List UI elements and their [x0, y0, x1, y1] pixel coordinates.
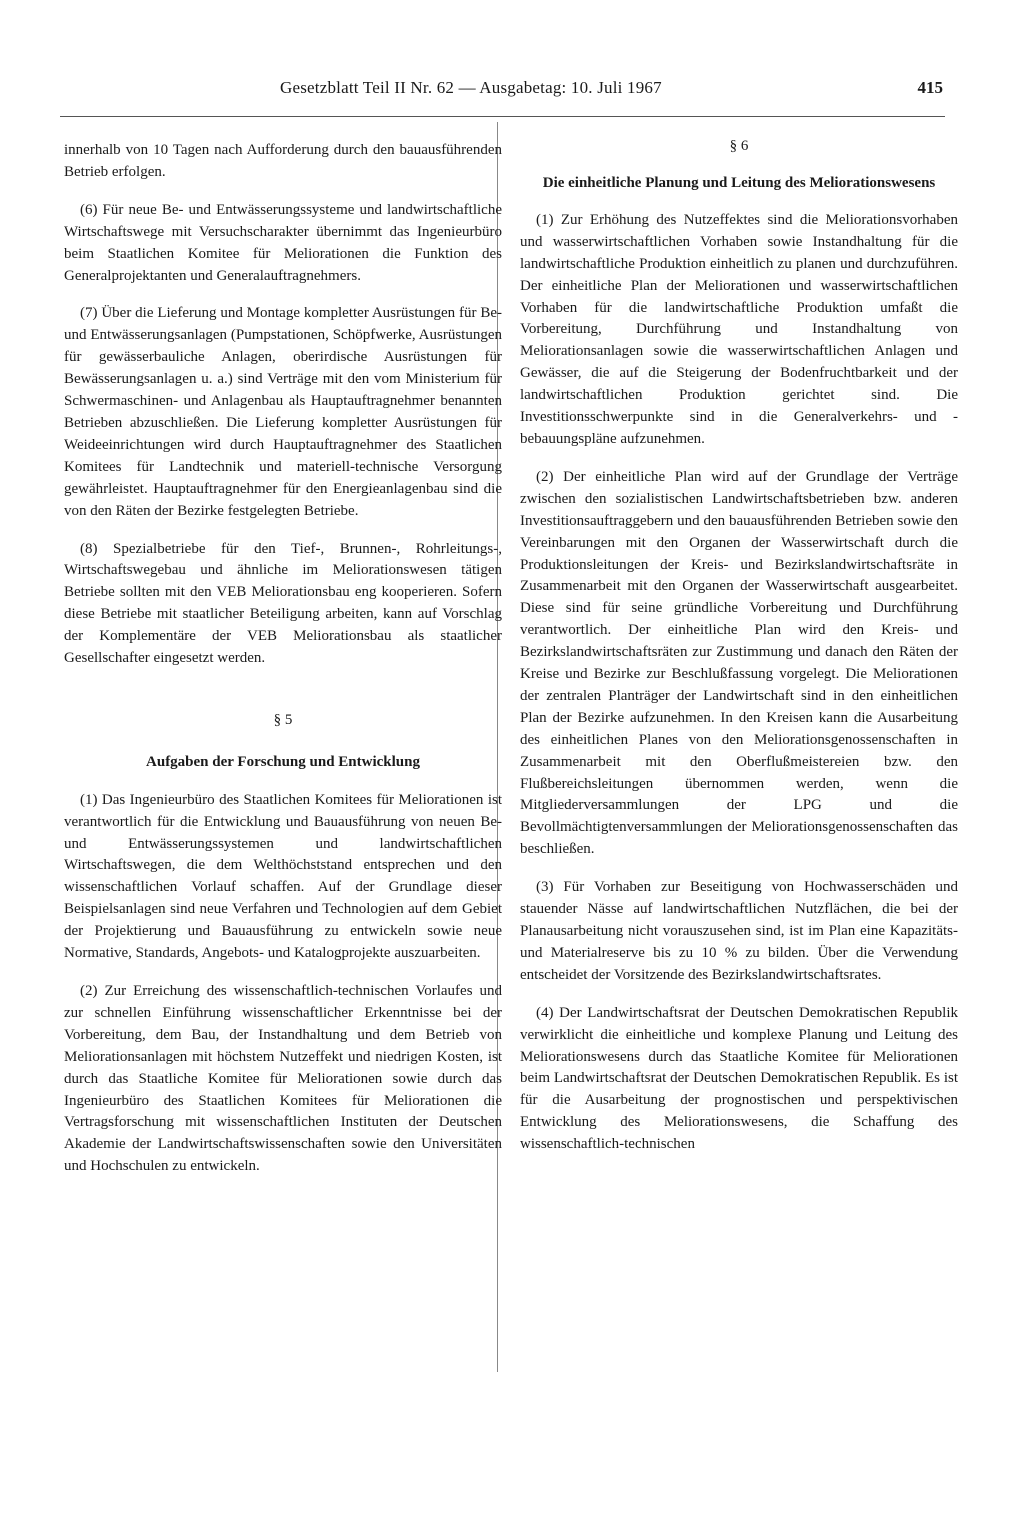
section-6-paragraph-1: (1) Zur Erhöhung des Nutzeffektes sind die Meliorationsvorhaben und wasserwirtschaftlichen Vorhaben sowie Instandhaltung für die landwirtschaftliche Produktion einheitlich zu planen und durchzuführen. Der einheitliche Plan der Meliorationen und wasserwirtschaftlichen Vorhaben für die landwirtschaftliche Produktion umfaßt die Vorbereitung, Durchführung und Instandhaltung von Meliorationsanlagen sowie die wasserwirtschaftlichen Anlagen und Gewässer, die auf die Steigerung der Bodenfruchtbarkeit und der landwirtschaftlichen Produktion gerichtet sind. Die Investitionsschwerpunkte sind in die Generalverkehrs- und -bebauungspläne aufzunehmen.: [520, 211, 958, 447]
page-number: 415: [917, 78, 943, 97]
continuation-paragraph: innerhalb von 10 Tagen nach Aufforderung durch den bauausführenden Betrieb erfolgen.: [64, 142, 502, 180]
left-column: [64, 140, 502, 1178]
right-column: [520, 136, 958, 1156]
section-6-paragraph-2: (2) Der einheitliche Plan wird auf der Grundlage der Verträge zwischen den sozialistischen Landwirtschaftsbetrieben bzw. anderen Investitionsauftraggebern und den bauausführenden Betrieben sowie den Vereinbarungen mit den Organen der Wasserwirtschaft durch die Produktionsleitungen der Kreis- und Bezirkslandwirtschaftsräte in Zusammenarbeit mit den Organen der Wasserwirtschaft ausgearbeitet. Diese sind für seine gründliche Vorbereitung und Durchführung verantwortlich. Der einheitliche Plan wird den Kreis- und Bezirkslandwirtschaftsräten zur Zustimmung und danach den Räten der Kreise und Bezirke zur Beschlußfassung vorgelegt. Die Meliorationen der zentralen Planträger der Landwirtschaft sind in den einheitlichen Plan der Bezirke aufzunehmen. In den Kreisen kann die Ausarbeitung des einheitlichen Planes von den Meliorationsgenossenschaften in Zusammenarbeit mit den Oberflußmeistereien bzw. den Flußbereichsleitungen übernommen werden, wenn die Mitgliederversammlungen der LPG und die Bevollmächtigtenversammlungen der Meliorationsgenossenschaften das beschließen.: [520, 468, 958, 858]
paragraph-8: (8) Spezialbetriebe für den Tief-, Brunnen-, Rohrleitungs-, Wirtschaftswegebau und ähnliche im Meliorationswesen tätigen Betriebe sollten mit den VEB Meliorationsbau eng kooperieren. Sofern diese Betriebe mit staatlicher Beteiligung arbeiten, kann auf Vorschlag der Komplementäre der VEB Meliorationsbau als staatlicher Gesellschafter eingesetzt werden.: [64, 540, 502, 667]
section-6-title: Die einheitliche Planung und Leitung des Meliorationswesens: [542, 174, 936, 191]
section-5-title: Aufgaben der Forschung und Entwicklung: [146, 753, 420, 770]
header-title: Gesetzblatt Teil II Nr. 62 — Ausgabetag: 10. Juli 1967: [280, 78, 662, 97]
section-5-number: § 5: [273, 711, 293, 728]
section-6-number: § 6: [729, 138, 749, 154]
header-rule: [60, 116, 945, 117]
paragraph-6: (6) Für neue Be- und Entwässerungssysteme und landwirtschaftliche Wirtschaftswege mit Versuchscharakter übernimmt das Ingenieurbüro beim Staatlichen Komitee für Meliorationen die Funktion des Generalprojektanten und Generalauftragnehmers.: [64, 201, 502, 284]
section-5-paragraph-2: (2) Zur Erreichung des wissenschaftlich-technischen Vorlaufes und zur schnellen Einführung wissenschaftlicher Erkenntnisse bei der Vorbereitung, dem Bau, der Instandhaltung und dem Betrieb von Meliorationsanlagen mit höchstem Nutzeffekt und niedrigen Kosten, ist durch das Staatliche Komitee für Meliorationen sowie durch das Ingenieurbüro des Staatlichen Komitees für Meliorationen die Vertragsforschung mit wissenschaftlichen Instituten der Deutschen Akademie der Landwirtschaftswissenschaften sowie den Universitäten und Hochschulen zu entwickeln.: [64, 983, 502, 1175]
section-6-paragraph-3: (3) Für Vorhaben zur Beseitigung von Hochwasserschäden und stauender Nässe auf landwirtschaftlichen Nutzflächen, die bei der Planausarbeitung nicht vorauszusehen sind, ist im Plan eine Kapazitäts- und Materialreserve bis zu 10 % zu bilden. Über die Verwendung entscheidet der Vorsitzende des Bezirkslandwirtschaftsrates.: [520, 879, 958, 983]
paragraph-7: (7) Über die Lieferung und Montage kompletter Ausrüstungen für Be- und Entwässerungsanlagen (Pumpstationen, Schöpfwerke, Ausrüstungen für gewässerbauliche Anlagen, oberirdische Ausrüstungen für Bewässerungsanlagen u. a.) sind Verträge mit den vom Ministerium für Schwermaschinen- und Anlagenbau als Hauptauftragnehmer benannten Betrieben abzuschließen. Die Lieferung kompletter Ausrüstungen für Weideeinrichtungen wird durch Hauptauftragnehmer des Staatlichen Komitees für Landtechnik und materiell-technische Versorgung gewährleistet. Hauptauftragnehmer für den Energieanlagenbau sind die von den Räten der Bezirke festgelegten Betriebe.: [64, 305, 502, 519]
section-6-paragraph-4: (4) Der Landwirtschaftsrat der Deutschen Demokratischen Republik verwirklicht die einheitliche und komplexe Planung und Leitung des Meliorationswesens durch das Staatliche Komitee für Meliorationen beim Landwirtschaftsrat der Deutschen Demokratischen Republik. Es ist für die Ausarbeitung der prognostischen und perspektivischen Entwicklung des Meliorationswesens, die Schaffung des wissenschaftlich-technischen: [520, 1004, 958, 1153]
page-header: [60, 78, 945, 108]
section-5-paragraph-1: (1) Das Ingenieurbüro des Staatlichen Komitees für Meliorationen ist verantwortlich für die Entwicklung und Bauausführung von neuen Be- und Entwässerungssystemen und landwirtschaftlichen Wirtschaftswegen, die dem Welthöchststand entsprechen und den wissenschaftlichen Vorlauf schaffen. Auf der Grundlage dieser Beispielsanlagen sind neue Verfahren und Technologien auf dem Gebiet der Projektierung und Bauausführung zu entwickeln sowie neue Normative, Standards, Angebots- und Katalogprojekte auszuarbeiten.: [64, 791, 502, 962]
